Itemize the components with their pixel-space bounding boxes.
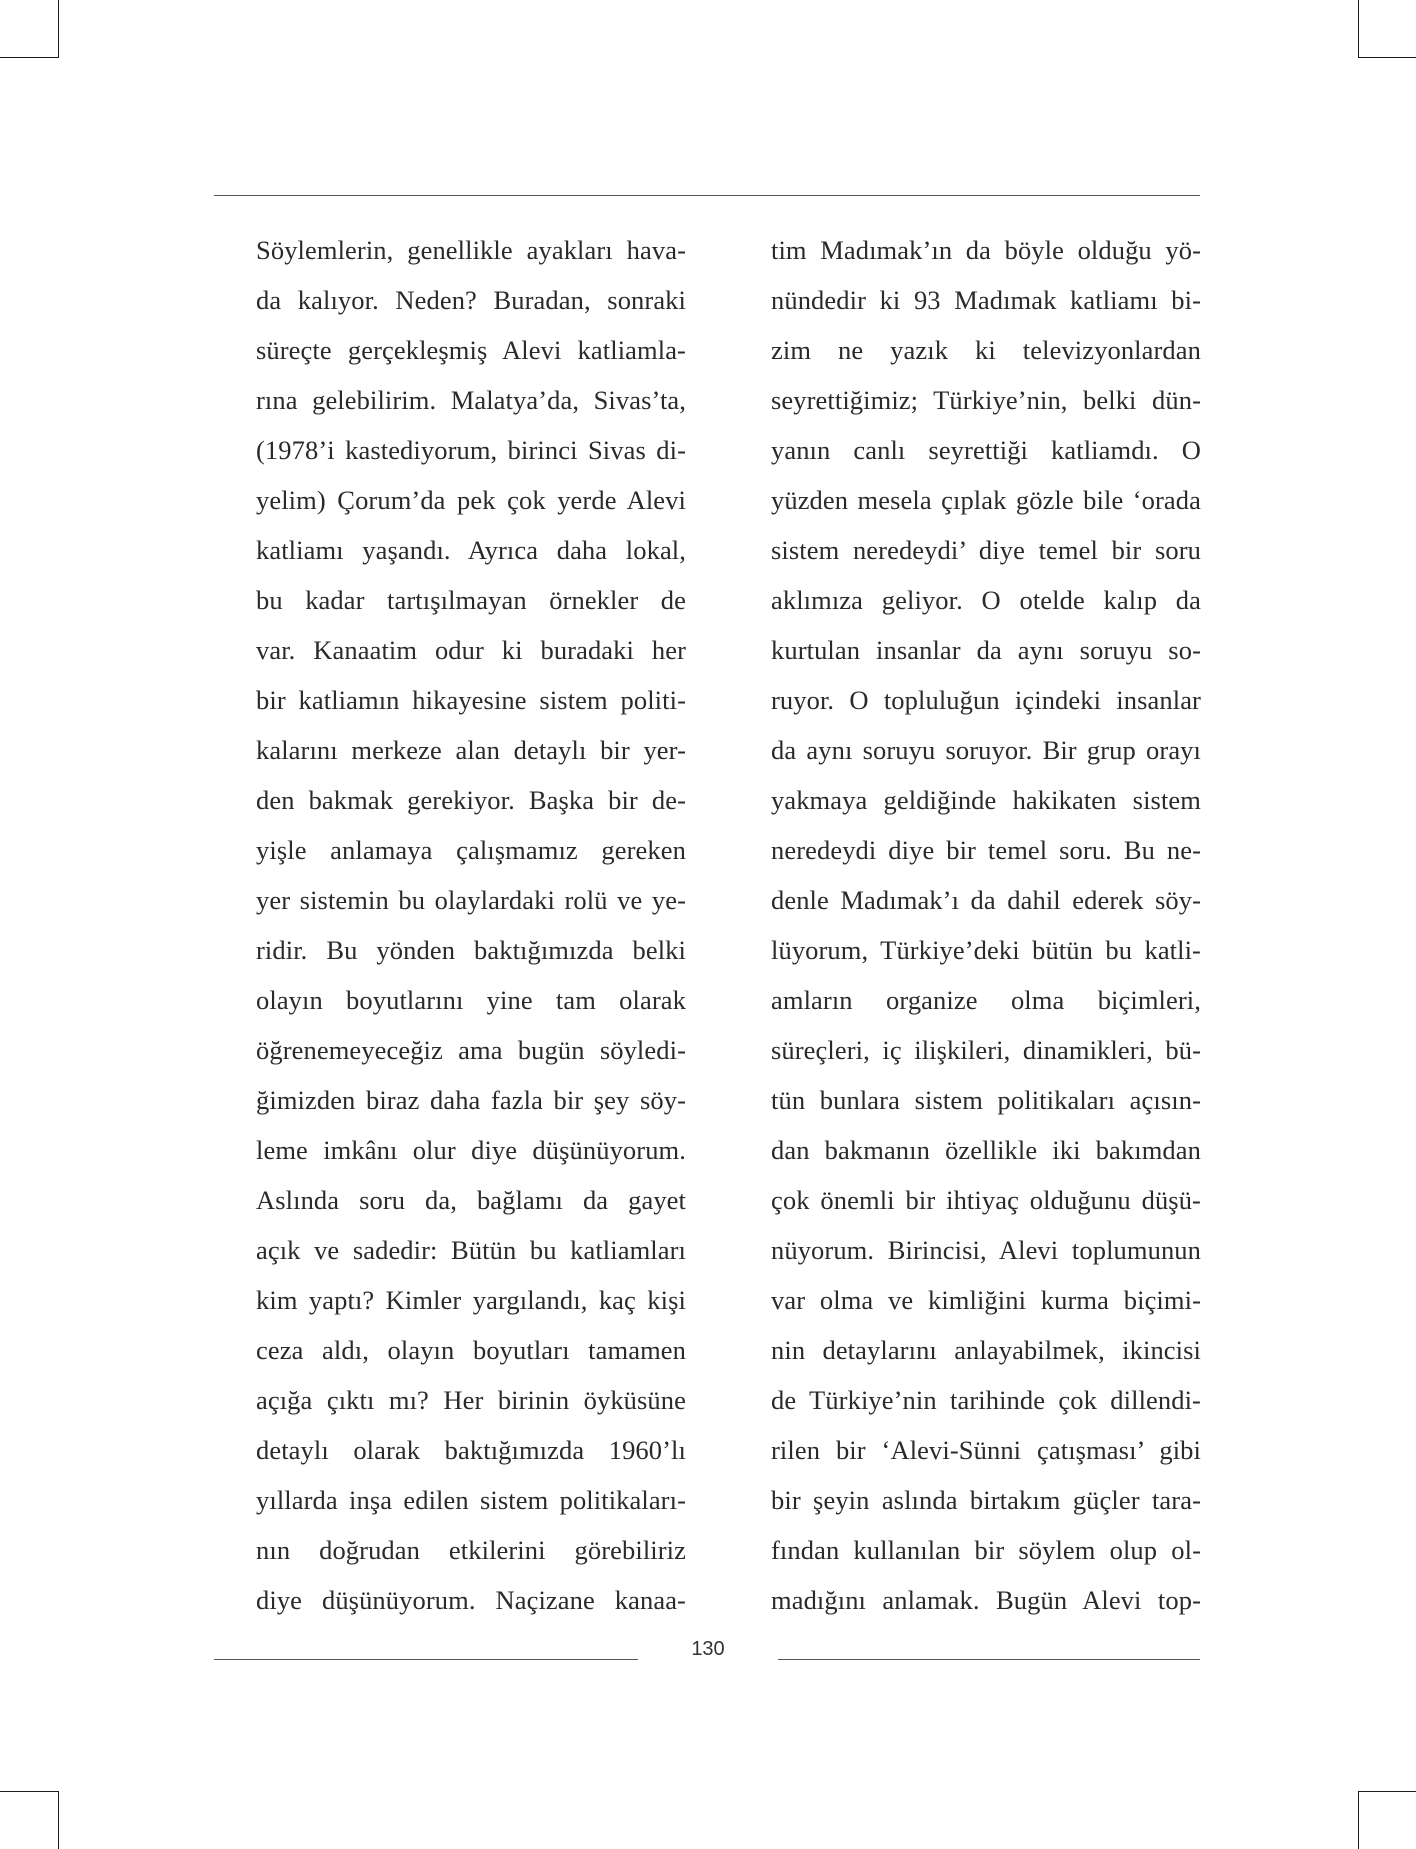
text-line: kim yaptı? Kimler yargılandı, kaç kişi bbox=[256, 1285, 686, 1315]
footer-rule-right bbox=[778, 1659, 1200, 1660]
crop-mark-bottom-right-horizontal bbox=[1358, 1791, 1416, 1792]
text-line: katliamı yaşandı. Ayrıca daha lokal, bbox=[256, 535, 686, 565]
footer-rule-left bbox=[214, 1659, 638, 1660]
text-line: nüyorum. Birincisi, Alevi toplumunun bbox=[771, 1235, 1201, 1265]
crop-mark-top-right-horizontal bbox=[1358, 57, 1416, 58]
text-line: var. Kanaatim odur ki buradaki her bbox=[256, 635, 686, 665]
text-line: leme imkânı olur diye düşünüyorum. bbox=[256, 1135, 686, 1165]
text-line: rına gelebilirim. Malatya’da, Sivas’ta, bbox=[256, 385, 686, 415]
text-line: yıllarda inşa edilen sistem politikaları- bbox=[256, 1485, 686, 1515]
text-line: Söylemlerin, genellikle ayakları hava- bbox=[256, 235, 686, 265]
text-line: de Türkiye’nin tarihinde çok dillendi- bbox=[771, 1385, 1201, 1415]
text-line: bu kadar tartışılmayan örnekler de bbox=[256, 585, 686, 615]
crop-mark-bottom-left-vertical bbox=[58, 1791, 59, 1849]
text-line: süreçte gerçekleşmiş Alevi katliamla- bbox=[256, 335, 686, 365]
text-line: var olma ve kimliğini kurma biçimi- bbox=[771, 1285, 1201, 1315]
text-line: da aynı soruyu soruyor. Bir grup orayı bbox=[771, 735, 1201, 765]
text-line: öğrenemeyeceğiz ama bugün söyledi- bbox=[256, 1035, 686, 1065]
crop-mark-top-right-vertical bbox=[1358, 0, 1359, 58]
text-line: dan bakmanın özellikle iki bakımdan bbox=[771, 1135, 1201, 1165]
text-line: yelim) Çorum’da pek çok yerde Alevi bbox=[256, 485, 686, 515]
right-text-column bbox=[771, 228, 1201, 1628]
text-line: bir katliamın hikayesine sistem politi- bbox=[256, 685, 686, 715]
text-line: tün bunlara sistem politikaları açısın- bbox=[771, 1085, 1201, 1115]
text-line: diye düşünüyorum. Naçizane kanaa- bbox=[256, 1585, 686, 1615]
crop-mark-bottom-left-horizontal bbox=[0, 1791, 58, 1792]
text-line: (1978’i kastediyorum, birinci Sivas di- bbox=[256, 435, 686, 465]
text-line: amların organize olma biçimleri, bbox=[771, 985, 1201, 1015]
text-line: yakmaya geldiğinde hakikaten sistem bbox=[771, 785, 1201, 815]
text-line: açık ve sadedir: Bütün bu katliamları bbox=[256, 1235, 686, 1265]
text-line: açığa çıktı mı? Her birinin öyküsüne bbox=[256, 1385, 686, 1415]
text-line: yişle anlamaya çalışmamız gereken bbox=[256, 835, 686, 865]
text-line: nın doğrudan etkilerini görebiliriz bbox=[256, 1535, 686, 1565]
text-line: süreçleri, iç ilişkileri, dinamikleri, bü- bbox=[771, 1035, 1201, 1065]
text-line: yüzden mesela çıplak gözle bile ‘orada bbox=[771, 485, 1201, 515]
text-line: zim ne yazık ki televizyonlardan bbox=[771, 335, 1201, 365]
text-line: madığını anlamak. Bugün Alevi top- bbox=[771, 1585, 1201, 1615]
text-line: kalarını merkeze alan detaylı bir yer- bbox=[256, 735, 686, 765]
crop-mark-top-left-horizontal bbox=[0, 57, 58, 58]
header-rule bbox=[214, 195, 1200, 196]
text-line: nündedir ki 93 Madımak katliamı bi- bbox=[771, 285, 1201, 315]
text-line: olayın boyutlarını yine tam olarak bbox=[256, 985, 686, 1015]
crop-mark-bottom-right-vertical bbox=[1358, 1791, 1359, 1849]
page-number: 130 bbox=[691, 1638, 725, 1660]
text-line: denle Madımak’ı da dahil ederek söy- bbox=[771, 885, 1201, 915]
text-line: kurtulan insanlar da aynı soruyu so- bbox=[771, 635, 1201, 665]
text-line: yer sistemin bu olaylardaki rolü ve ye- bbox=[256, 885, 686, 915]
text-line: bir şeyin aslında birtakım güçler tara- bbox=[771, 1485, 1201, 1515]
text-line: sistem neredeydi’ diye temel bir soru bbox=[771, 535, 1201, 565]
left-text-column bbox=[256, 228, 686, 1628]
text-line: ğimizden biraz daha fazla bir şey söy- bbox=[256, 1085, 686, 1115]
text-line: ceza aldı, olayın boyutları tamamen bbox=[256, 1335, 686, 1365]
text-line: nin detaylarını anlayabilmek, ikincisi bbox=[771, 1335, 1201, 1365]
text-line: fından kullanılan bir söylem olup ol- bbox=[771, 1535, 1201, 1565]
text-line: rilen bir ‘Alevi-Sünni çatışması’ gibi bbox=[771, 1435, 1201, 1465]
text-line: çok önemli bir ihtiyaç olduğunu düşü- bbox=[771, 1185, 1201, 1215]
text-line: ridir. Bu yönden baktığımızda belki bbox=[256, 935, 686, 965]
text-line: detaylı olarak baktığımızda 1960’lı bbox=[256, 1435, 686, 1465]
text-line: den bakmak gerekiyor. Başka bir de- bbox=[256, 785, 686, 815]
text-line: ruyor. O topluluğun içindeki insanlar bbox=[771, 685, 1201, 715]
text-line: seyrettiğimiz; Türkiye’nin, belki dün- bbox=[771, 385, 1201, 415]
text-line: yanın canlı seyrettiği katliamdı. O bbox=[771, 435, 1201, 465]
text-line: Aslında soru da, bağlamı da gayet bbox=[256, 1185, 686, 1215]
text-line: tim Madımak’ın da böyle olduğu yö- bbox=[771, 235, 1201, 265]
text-line: lüyorum, Türkiye’deki bütün bu katli- bbox=[771, 935, 1201, 965]
crop-mark-top-left-vertical bbox=[58, 0, 59, 58]
text-line: neredeydi diye bir temel soru. Bu ne- bbox=[771, 835, 1201, 865]
text-line: da kalıyor. Neden? Buradan, sonraki bbox=[256, 285, 686, 315]
text-line: aklımıza geliyor. O otelde kalıp da bbox=[771, 585, 1201, 615]
